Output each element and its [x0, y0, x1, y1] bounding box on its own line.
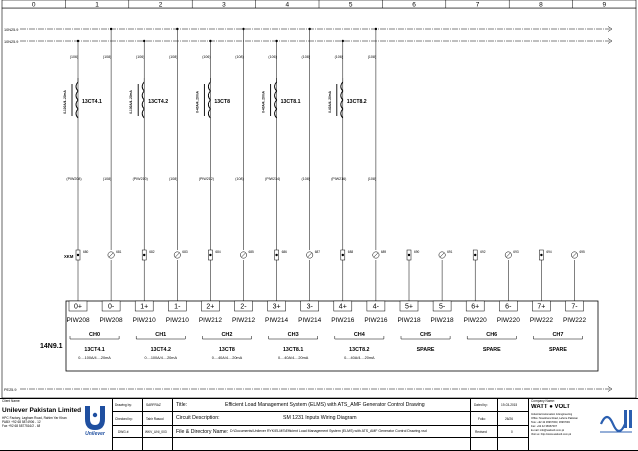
module-address-label: PIW216: [331, 317, 355, 324]
current-transformer-coil: [275, 82, 277, 118]
ruler-number: 8: [539, 1, 543, 9]
terminal-code: 688: [347, 250, 354, 254]
client-address-2: PABX +92 68 5874906 - 12: [2, 420, 41, 424]
mid-wire-label: (108): [301, 177, 310, 181]
company-line-6: Visit us: http://www.wattvolt.com.pk: [531, 433, 572, 436]
folio-value: 26/26: [505, 417, 513, 421]
upper-wire-label: (106): [136, 55, 145, 59]
module-pin-label: 5+: [405, 303, 413, 311]
ruler-number: 9: [602, 1, 607, 9]
terminal-code: 681: [116, 250, 122, 254]
fuse-terminal-dot: [474, 254, 476, 256]
module-address-label: PIW210: [132, 317, 156, 324]
channel-device: 13CT4.2: [150, 347, 171, 353]
folio-label: Folio:: [478, 417, 486, 421]
circuit-description: SM 1231 Inputs Wiring Diagram: [283, 415, 357, 421]
drawing-frame: [2, 8, 636, 398]
upper-wire-label: (108): [301, 55, 310, 59]
ct-name-label: 13CT8: [214, 99, 230, 105]
channel-name: CH5: [420, 332, 432, 338]
dwg-number: WKV_UNI_003: [145, 430, 167, 434]
module-address-label: PIW220: [463, 317, 487, 324]
mid-wire-label: (108): [367, 177, 377, 181]
upper-wire-label: (108): [235, 55, 244, 59]
terminal-code: 687: [314, 250, 321, 254]
module-pin-label: 7+: [537, 303, 546, 311]
watt-volt-logo: [598, 404, 634, 438]
module-pin-label: 3-: [306, 303, 313, 311]
channel-name: CH3: [287, 332, 299, 338]
mid-wire-label: (PIW210): [132, 177, 148, 181]
terminal-strip-label: XKM: [64, 254, 74, 259]
channel-device: 13CT8: [218, 347, 235, 353]
channel-range: 0....40A/4....20mA: [211, 356, 243, 360]
module-address-label: PIW214: [265, 317, 289, 324]
ct-name-label: 13CT8.1: [280, 99, 301, 105]
fuse-terminal-dot: [342, 254, 344, 256]
terminal-code: 682: [149, 250, 155, 254]
terminal-code: 694: [546, 250, 552, 254]
module-pin-label: 4+: [338, 303, 347, 311]
ct-name-label: 13CT8.2: [346, 99, 367, 105]
circuit-label: Circuit Description:: [176, 415, 220, 421]
company-name: WATT ● VOLT: [531, 404, 571, 410]
analog-input-module: [66, 301, 598, 371]
ct-ratio-label: 0-40A/4..20mA: [327, 91, 332, 113]
module-address-label: PIW214: [298, 317, 322, 324]
client-name: Unilever Pakistan Limited: [2, 407, 82, 414]
fuse-terminal-dot: [540, 254, 542, 256]
module-pin-label: 6-: [505, 303, 512, 311]
channel-device: 13CT8.2: [349, 347, 370, 353]
module-pin-label: 4-: [372, 303, 380, 311]
ruler-number: 7: [475, 1, 480, 9]
client-label: Client Name:: [2, 399, 21, 403]
ruler-number: 5: [348, 1, 353, 9]
module-pin-label: 6+: [471, 303, 480, 311]
module-address-label: PIW218: [397, 317, 421, 324]
module-address-label: PIW212: [198, 317, 222, 324]
ct-ratio-label: 0-40A/4..20mA: [195, 91, 200, 113]
terminal-code: 695: [579, 250, 585, 254]
title-label: Title:: [176, 401, 188, 408]
terminal-code: 691: [447, 250, 453, 254]
ruler-number: 2: [158, 1, 163, 9]
fuse-terminal-dot: [408, 254, 410, 256]
ruler-number: 6: [412, 1, 416, 9]
module-pin-label: 7-: [571, 303, 578, 311]
module-pin-label: 1-: [174, 303, 181, 311]
module-pin-label: 3+: [272, 303, 281, 311]
mid-wire-label: (PIW216): [331, 177, 347, 181]
channel-device: SPARE: [416, 347, 435, 353]
company-line-2: Office: Nowshera Road, Lahore Pakistan: [531, 417, 578, 420]
dwg-label: DWG #:: [118, 430, 130, 434]
terminal-code: 686: [281, 250, 287, 254]
terminal-code: 689: [380, 250, 387, 254]
upper-wire-label: (106): [202, 55, 211, 59]
upper-wire-label: (108): [169, 55, 178, 59]
checked-by-label: Checked by:: [115, 417, 133, 421]
client-address-3: Fax +92 68 5877516/2 - 68: [2, 424, 41, 428]
mid-wire-label: (PIW214): [265, 177, 281, 181]
module-pin-label: 0-: [107, 303, 115, 311]
terminal-code: 685: [248, 250, 254, 254]
channel-device: 13CT8.1: [282, 347, 304, 353]
module-address-label: PIW222: [529, 317, 553, 324]
terminal-code: 683: [182, 250, 188, 254]
terminal-code: 692: [480, 250, 486, 254]
company-line-1: Industrial Automation & Engineering: [531, 413, 573, 416]
module-pin-label: 1+: [140, 303, 149, 311]
upper-wire-label: (108): [102, 55, 112, 59]
revised-label: Revised:: [475, 430, 488, 434]
module-pin-label: 5-: [438, 303, 446, 311]
current-transformer-coil: [208, 82, 210, 118]
channel-name: CH6: [486, 332, 498, 338]
ct-ratio-label: 0-40A/4..20mA: [261, 91, 266, 113]
ct-name-label: 13CT4.1: [82, 99, 102, 105]
upper-wire-label: (108): [367, 55, 377, 59]
company-line-5: E-mail: info@wattvolt.com.pk: [531, 429, 565, 432]
mid-wire-label: (108): [102, 177, 112, 181]
channel-name: CH7: [552, 332, 564, 338]
ruler-number: 0: [31, 1, 36, 9]
module-address-label: PIW220: [496, 317, 520, 324]
channel-device: SPARE: [549, 347, 567, 353]
ruler-number: 3: [222, 1, 226, 9]
company-line-4: Fax: +92 42 36967007: [531, 425, 558, 428]
channel-range: 0....100A/4....20mA: [78, 356, 111, 360]
drawing-by-label: Drawing by:: [115, 403, 132, 407]
bus-label-top-2: 10N25.9: [4, 40, 19, 44]
file-label: File & Directory Name:: [176, 428, 229, 435]
channel-name: CH2: [221, 332, 233, 338]
fuse-terminal-dot: [77, 254, 79, 256]
current-transformer-coil: [341, 82, 343, 118]
upper-wire-label: (106): [334, 55, 343, 59]
module-pin-label: 0+: [74, 303, 82, 311]
module-address-label: PIW218: [430, 317, 454, 324]
channel-name: CH1: [155, 332, 167, 338]
ct-ratio-label: 0-100A/4..20mA: [63, 90, 67, 114]
ct-name-label: 13CT4.2: [148, 99, 169, 105]
current-transformer-coil: [142, 82, 144, 118]
mid-wire-label: (108): [235, 177, 244, 181]
file-path: D:\Documents\Unilever RYK\ELMS\Efficient Load Management System (ELMS) with ATS_AMF Generator Control Drawing.vsd: [230, 429, 427, 433]
module-address-label: PIW212: [231, 317, 256, 324]
channel-name: CH4: [353, 332, 365, 338]
fuse-terminal-dot: [143, 254, 145, 256]
module-name: 14N9.1: [40, 343, 63, 350]
upper-wire-label: (106): [268, 55, 277, 59]
module-pin-label: 2-: [240, 303, 247, 311]
drawing-title: Efficient Load Management System (ELMS) with ATS_AMF Generator Control Drawing: [225, 401, 425, 408]
checked-by-value: Tahir Rasool: [146, 417, 164, 421]
module-pin-label: 2+: [206, 303, 215, 311]
channel-device: 13CT4.1: [84, 347, 105, 353]
ct-ratio-label: 0-100A/4..20mA: [129, 90, 134, 114]
channel-name: CH0: [89, 332, 101, 338]
unilever-logo: [82, 403, 108, 437]
module-address-label: PIW222: [562, 317, 587, 324]
channel-range: 0....40A/4....20mA: [344, 356, 375, 360]
terminal-code: 690: [414, 250, 420, 254]
current-transformer-coil: [76, 82, 78, 118]
terminal-code: 693: [513, 250, 519, 254]
module-address-label: PIW216: [364, 317, 388, 324]
dated-label: Dated by:: [474, 403, 488, 407]
fuse-terminal-dot: [275, 254, 277, 256]
terminal-code: 680: [83, 250, 89, 254]
bus-label-top-1: 10N25.9: [4, 28, 19, 32]
mid-wire-label: (108): [169, 177, 178, 181]
unilever-wordmark: Unilever: [85, 431, 105, 437]
mid-wire-label: (PIW212): [198, 177, 214, 181]
company-line-3: Tele: +92 42 36967003, 36967004: [531, 421, 571, 424]
module-address-label: PIW208: [99, 317, 123, 324]
ruler-number: 1: [95, 1, 99, 9]
mid-wire-label: (PIW208): [66, 177, 82, 181]
dated-value: 19-03-2015: [501, 403, 518, 407]
module-address-label: PIW208: [66, 317, 90, 324]
channel-device: SPARE: [482, 347, 501, 353]
upper-wire-label: (106): [69, 55, 79, 59]
ruler-number: 4: [285, 1, 290, 9]
client-address-1: HPC Factory, Lagham Road, Rahim Yar Khan: [2, 416, 67, 420]
company-label: Company Name:: [531, 399, 555, 403]
wattvolt-wave-icon: [598, 404, 634, 438]
bus-label-pe: PE25.9: [4, 388, 17, 392]
fuse-terminal-dot: [209, 254, 211, 256]
revised-value: 0: [511, 430, 513, 434]
module-address-label: PIW210: [165, 317, 189, 324]
drawing-by-value: SARFRAZ: [146, 403, 161, 407]
title-block: [0, 398, 638, 451]
terminal-code: 684: [215, 250, 221, 254]
channel-range: 0....40A/4....20mA: [277, 356, 309, 360]
channel-range: 0....100A/4....20mA: [144, 356, 178, 360]
